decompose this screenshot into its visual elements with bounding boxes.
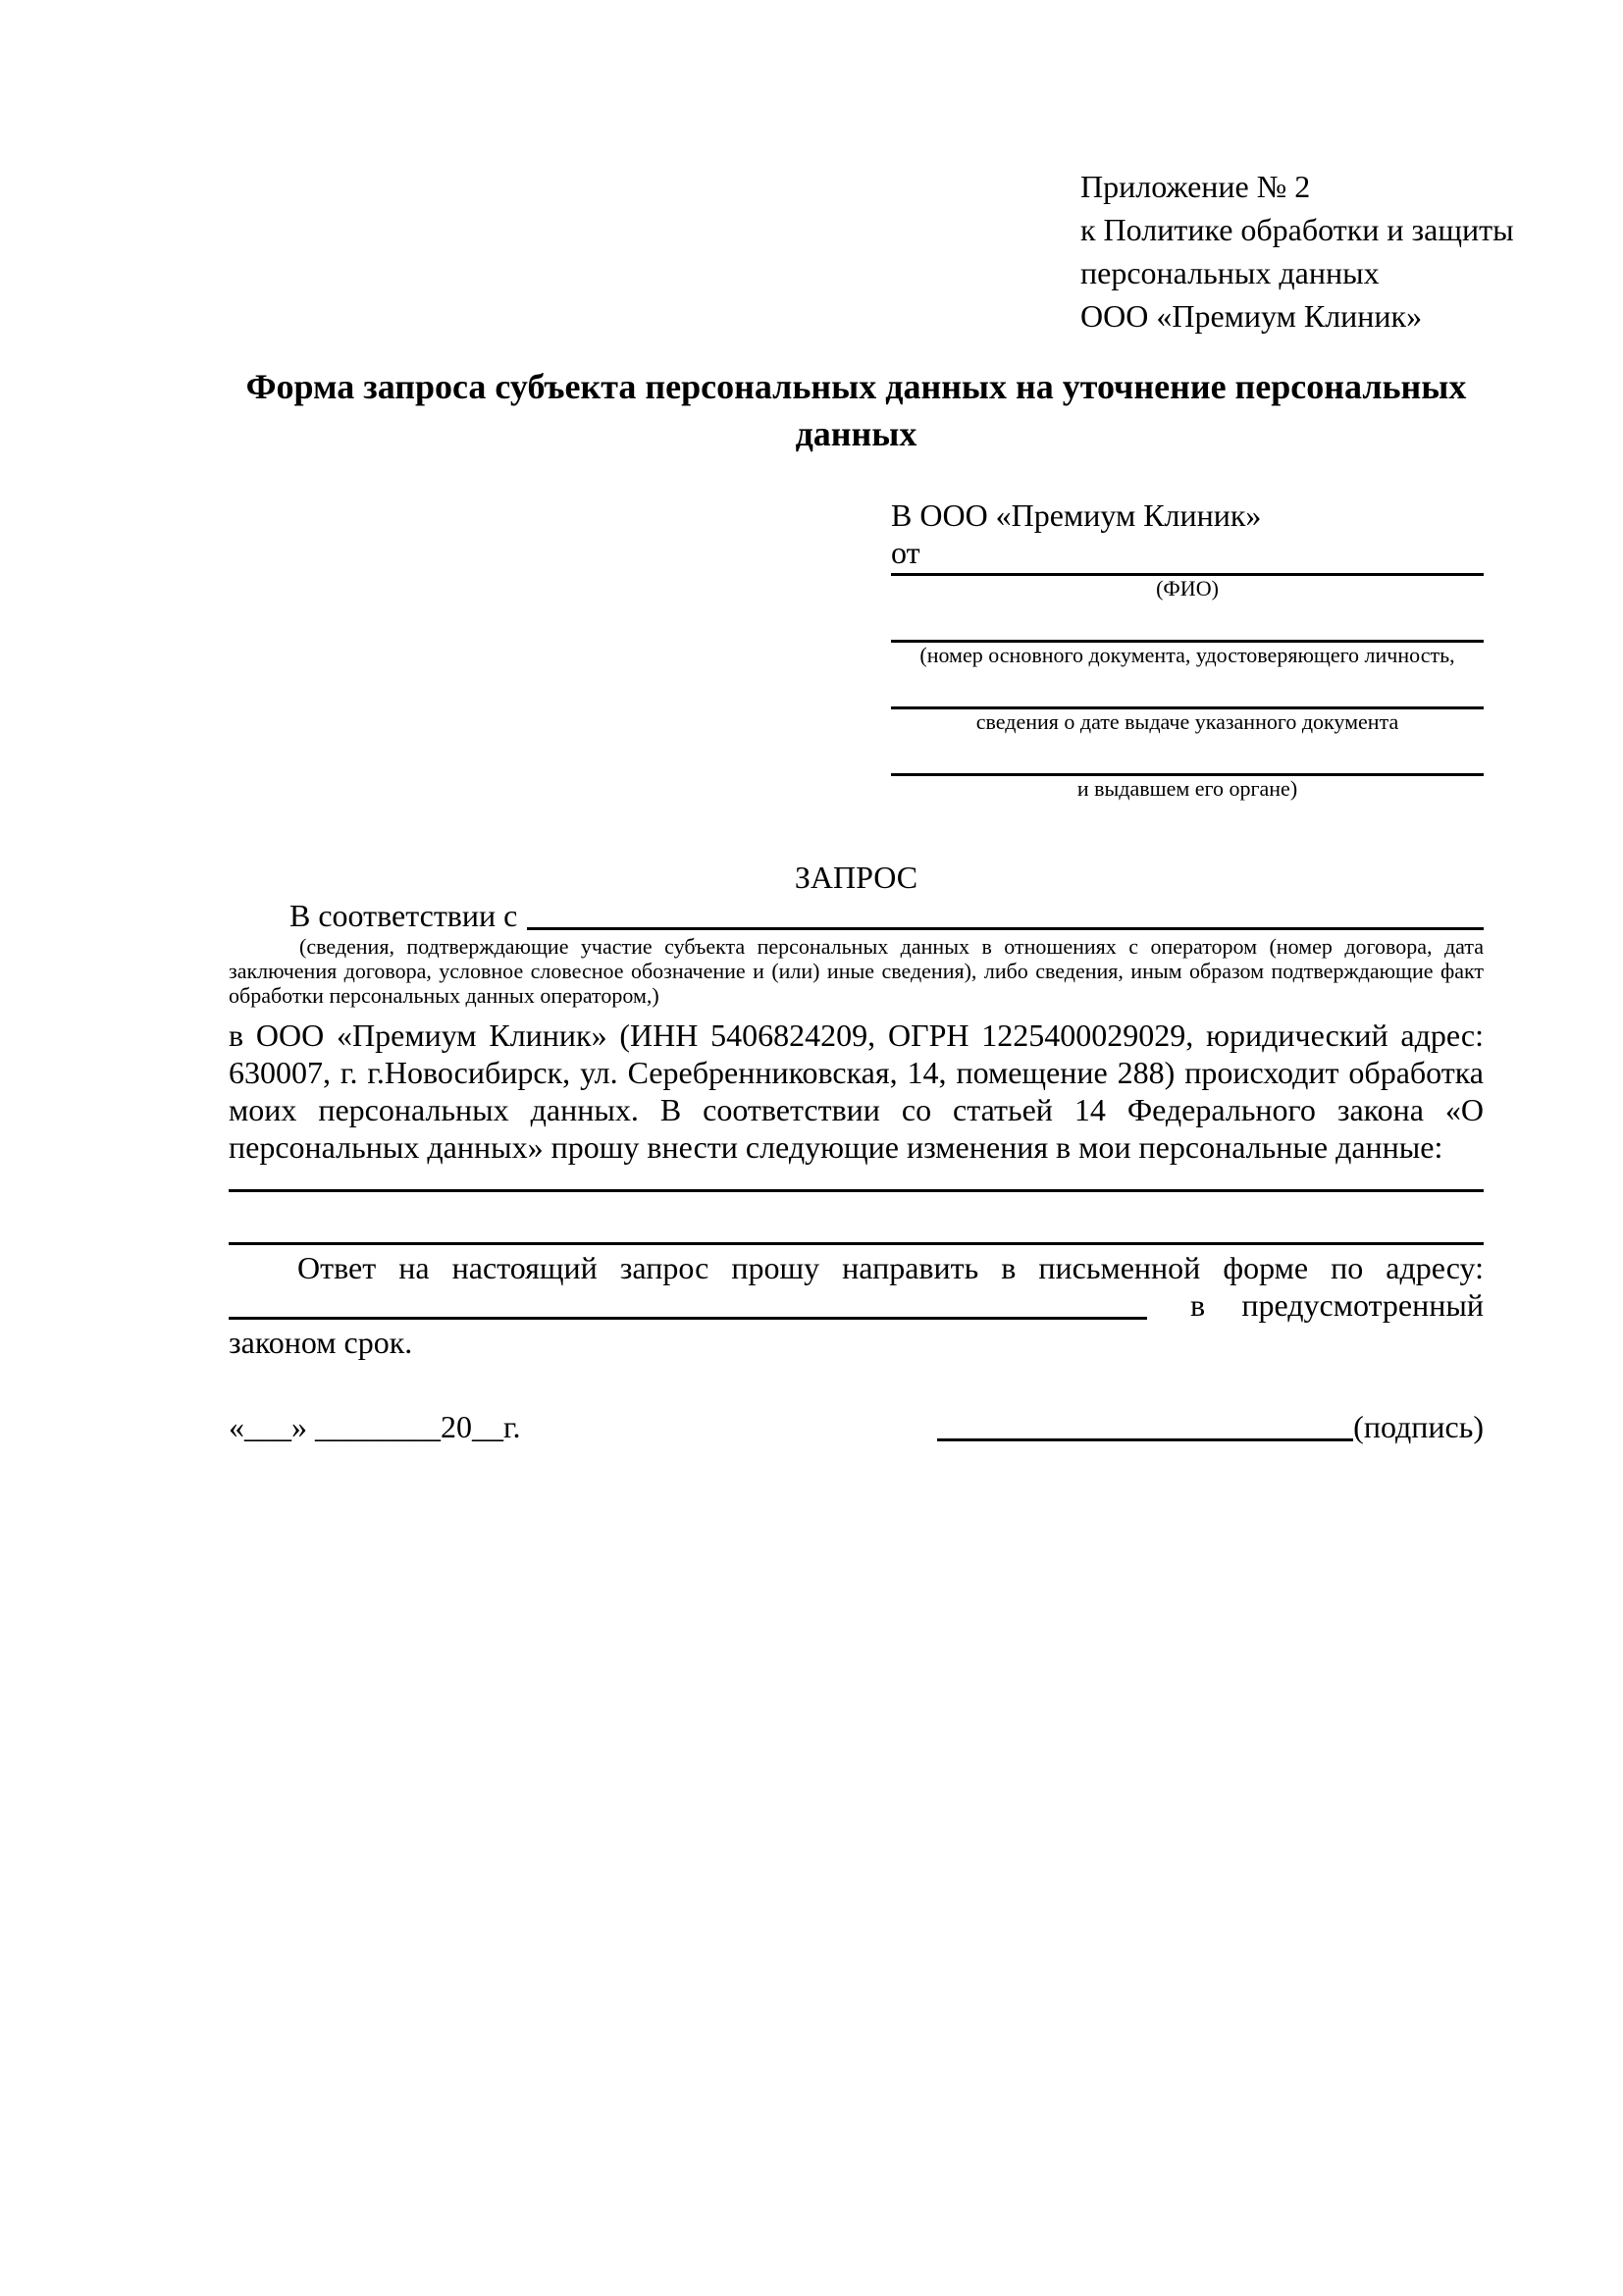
issuing-authority-caption: и выдавшем его органе) <box>1076 776 1298 801</box>
addressee-from-label: от <box>891 535 920 570</box>
document-title: Форма запроса субъекта персональных данных на уточнение персональных данных <box>245 367 1467 453</box>
issuing-authority-field <box>891 773 1484 801</box>
appendix-line: ООО «Премиум Клиник» <box>1080 298 1423 334</box>
document-issue-date-field <box>891 706 1484 734</box>
basis-write-in-line[interactable] <box>527 899 1484 930</box>
changes-write-in-line-1[interactable] <box>229 1166 1484 1192</box>
fio-field <box>891 573 1484 600</box>
footer-row <box>229 1408 1484 1445</box>
reply-address-write-in-line[interactable] <box>229 1288 1147 1320</box>
reply-address-sentence: Ответ на настоящий запрос прошу направить в письменной форме по адресу: <box>297 1250 1484 1285</box>
basis-row <box>229 897 1484 934</box>
document-number-caption: (номер основного документа, удостоверяющего личность, <box>919 643 1455 667</box>
reply-tail: законом срок. <box>229 1325 413 1360</box>
signature-write-in-line[interactable] <box>937 1412 1353 1441</box>
basis-footnote: (сведения, подтверждающие участие субъекта персональных данных в отношениях с оператором (номер договора, дата заключения договора, условное словесное обозначение и (или) иные сведения), либо сведения, иным образом подтверждающие факт обработки персональных данных оператором,) <box>229 934 1484 1008</box>
document-number-field <box>891 640 1484 667</box>
signature-area <box>937 1408 1484 1445</box>
request-body-paragraph: в ООО «Премиум Клиник» (ИНН 5406824209, ОГРН 1225400029029, юридический адрес: 630007, г. г.Новосибирск, ул. Серебренниковская, 14, помещение 288) происходит обработка моих персональных данных. В соответствии со статьей 14 Федерального закона «О персональных данных» прошу внести следующие изменения в мои персональные данные: <box>229 1018 1484 1165</box>
reply-address-row <box>229 1286 1484 1324</box>
addressee-to: В ООО «Премиум Клиник» <box>891 497 1262 533</box>
basis-prefix: В соответствии с <box>289 898 518 933</box>
changes-write-in-line-2[interactable] <box>229 1192 1484 1245</box>
date-blank[interactable]: «___» ________20__г. <box>229 1409 521 1444</box>
document-issue-date-caption: сведения о дате выдаче указанного документа <box>975 709 1399 734</box>
document-content <box>229 165 1514 1445</box>
request-heading: ЗАПРОС <box>794 860 918 895</box>
appendix-line: персональных данных <box>1080 255 1380 290</box>
addressee-block <box>891 496 1484 801</box>
appendix-header-block <box>1080 165 1514 338</box>
signature-caption: (подпись) <box>1353 1409 1484 1444</box>
appendix-line: Приложение № 2 <box>1080 169 1311 204</box>
reply-word-predusmotrenny: предусмотренный <box>1241 1287 1484 1323</box>
appendix-line: к Политике обработки и защиты <box>1080 212 1514 247</box>
fio-caption: (ФИО) <box>1156 576 1219 600</box>
reply-word-v: в <box>1190 1287 1206 1323</box>
